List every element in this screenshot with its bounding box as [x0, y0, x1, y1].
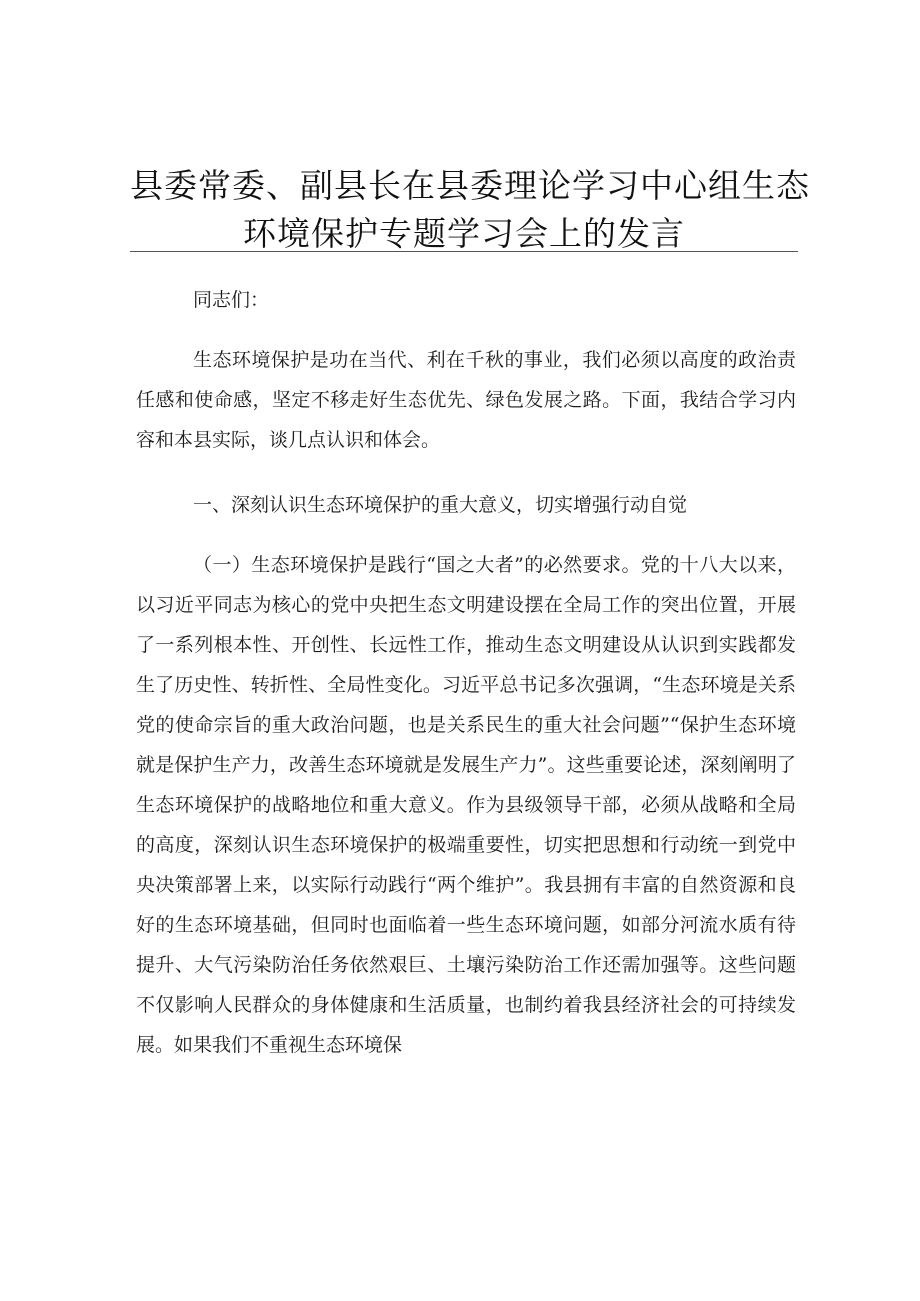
- paragraph-section-1-1: （一）生态环境保护是践行“国之大者”的必然要求。党的十八大以来，以习近平同志为核心的党中央把生态文明建设摆在全局工作的突出位置，开展了一系列根本性、开创性、长远性工作，推动生态文明建设从认识到实践都发生了历史性、转折性、全局性变化。习近平总书记多次强调，“生态环境是关系党的使命宗旨的重大政治问题，也是关系民生的重大社会问题”“保护生态环境就是保护生产力，改善生态环境就是发展生产力”。这些重要论述，深刻阐明了生态环境保护的战略地位和重大意义。作为县级领导干部，必须从战略和全局的高度，深刻认识生态环境保护的极端重要性，切实把思想和行动统一到党中央决策部署上来，以实际行动践行“两个维护”。我县拥有丰富的自然资源和良好的生态环境基础，但同时也面临着一些生态环境问题，如部分河流水质有待提升、大气污染防治任务依然艰巨、土壤污染防治工作还需加强等。这些问题不仅影响人民群众的身体健康和生活质量，也制约着我县经济社会的可持续发展。如果我们不重视生态环境保: [136, 554, 796, 1056]
- salutation: 同志们：: [193, 289, 270, 311]
- title-line-2: 环境保护专题学习会上的发言: [243, 214, 685, 253]
- title-line-1: 县委常委、副县长在县委理论学习中心组生态: [130, 166, 810, 205]
- paragraph-intro: 生态环境保护是功在当代、利在千秋的事业，我们必须以高度的政治责任感和使命感，坚定不移走好生态优先、绿色发展之路。下面，我结合学习内容和本县实际，谈几点认识和体会。: [136, 349, 796, 451]
- title-underline: [130, 251, 798, 252]
- section-heading-1: 一、深刻认识生态环境保护的重大意义，切实增强行动自觉: [193, 494, 688, 516]
- document-title: [130, 162, 810, 258]
